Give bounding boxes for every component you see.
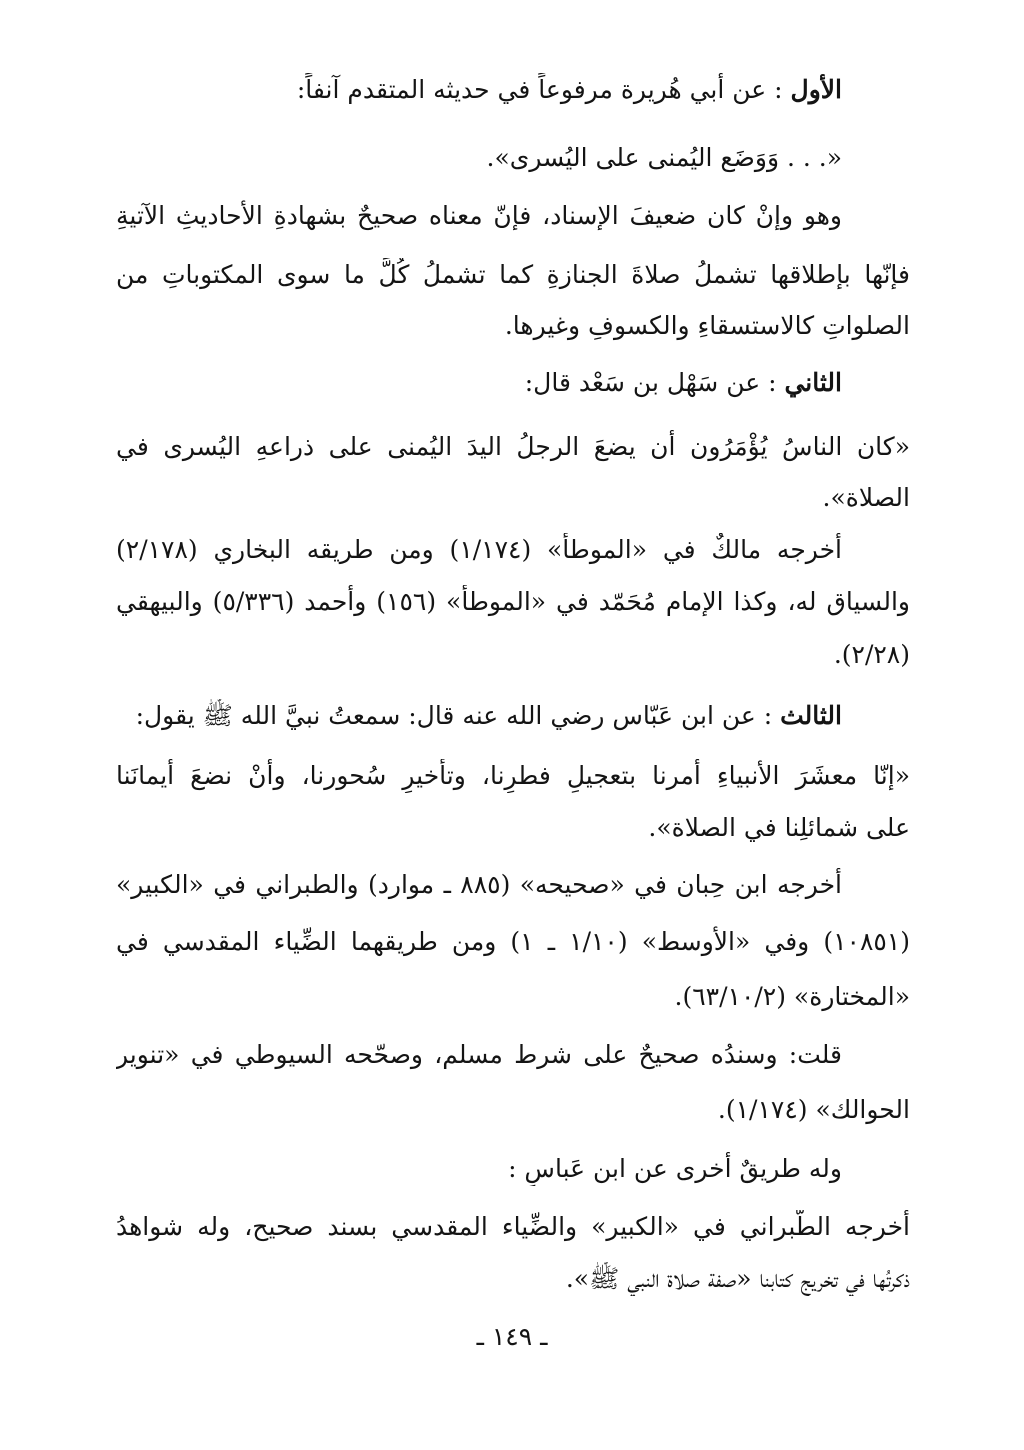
text-line: أخرجه ابن حِبان في «صحيحه» (٨٨٥ ـ موارد) والطبراني في «الكبير» xyxy=(116,870,843,899)
section-intro-third: : عن ابن عَبّاس رضي الله عنه قال: سمعتُ نبيَّ الله ﷺ يقول: xyxy=(135,701,781,730)
heading-line-second xyxy=(116,366,910,400)
text-line: على شمائلِنا في الصلاة». xyxy=(648,813,910,842)
text-line: (٢/٢٨). xyxy=(833,640,910,669)
section-intro-first: : عن أبي هُريرة مرفوعاً في حديثه المتقدم آنفاً: xyxy=(296,75,791,104)
text-line: أخرجه الطَّبراني في «الكبير» والضِّياء المقدسي بسند صحيح، وله شواهدُ xyxy=(116,1212,910,1241)
text-line: الحوالك» (١/١٧٤). xyxy=(717,1095,910,1124)
text-line: (١٠٨٥١) وفي «الأوسط» (١/١٠ ـ ١) ومن طريقهما الضِّياء المقدسي في xyxy=(116,927,910,956)
text-line: «المختارة» (٦٣/١٠/٢). xyxy=(674,982,910,1011)
text-line: ذكرتُها في تخريجِ كتابنا «صفة صلاة النبي ﷺ». xyxy=(565,1264,910,1293)
section-intro-second: : عن سَهْل بن سَعْد قال: xyxy=(524,368,785,397)
text-line: «إنّا معشَرَ الأنبياءِ أُمرنا بتعجيلِ فطرِنا، وتأخيرِ سُحورنا، وأنْ نضعَ أيمانَنا xyxy=(116,761,910,790)
text-line: «كان الناسُ يُؤْمَرُون أن يضعَ الرجلُ اليدَ اليُمنى على ذراعهِ اليُسرى في xyxy=(116,432,910,461)
section-label-first: الأول xyxy=(790,75,842,104)
text-line: وهو وإنْ كان ضعيفَ الإسناد، فإنّ معناه صحيحٌ بشهادةِ الأحاديثِ الآتيةِ xyxy=(116,201,842,230)
text-line: الصلاة». xyxy=(822,483,910,512)
text-line: فإنّها بإطلاقها تشملُ صلاةَ الجنازةِ كما تشملُ كُلَّ ما سوى المكتوباتِ من xyxy=(116,260,910,289)
heading-line-first xyxy=(116,73,910,107)
section-label-third: الثالث xyxy=(780,701,842,730)
text-line: وله طريقٌ أخرى عن ابن عَباسٍ : xyxy=(508,1154,842,1183)
section-label-second: الثاني xyxy=(784,368,842,397)
page-number: ـ ١٤٩ ـ xyxy=(476,1322,548,1351)
heading-line-third xyxy=(116,699,910,733)
hadith-quote-first: «. . . وَوَضَع اليُمنى على اليُسرى». xyxy=(486,143,842,172)
text-line: أخرجه مالكٌ في «الموطأ» (١/١٧٤) ومن طريقه البخاري (٢/١٧٨) xyxy=(116,535,842,564)
text-line: قلت: وسندُه صحيحٌ على شرط مسلم، وصحّحه السيوطي في «تنوير xyxy=(116,1040,842,1069)
text-line: والسياق له، وكذا الإمام مُحَمّد في «الموطأ» (١٥٦) وأحمد (٥/٣٣٦) والبيهقي xyxy=(116,587,910,616)
text-line: الصلواتِ كالاستسقاءِ والكسوفِ وغيرها. xyxy=(504,311,910,340)
